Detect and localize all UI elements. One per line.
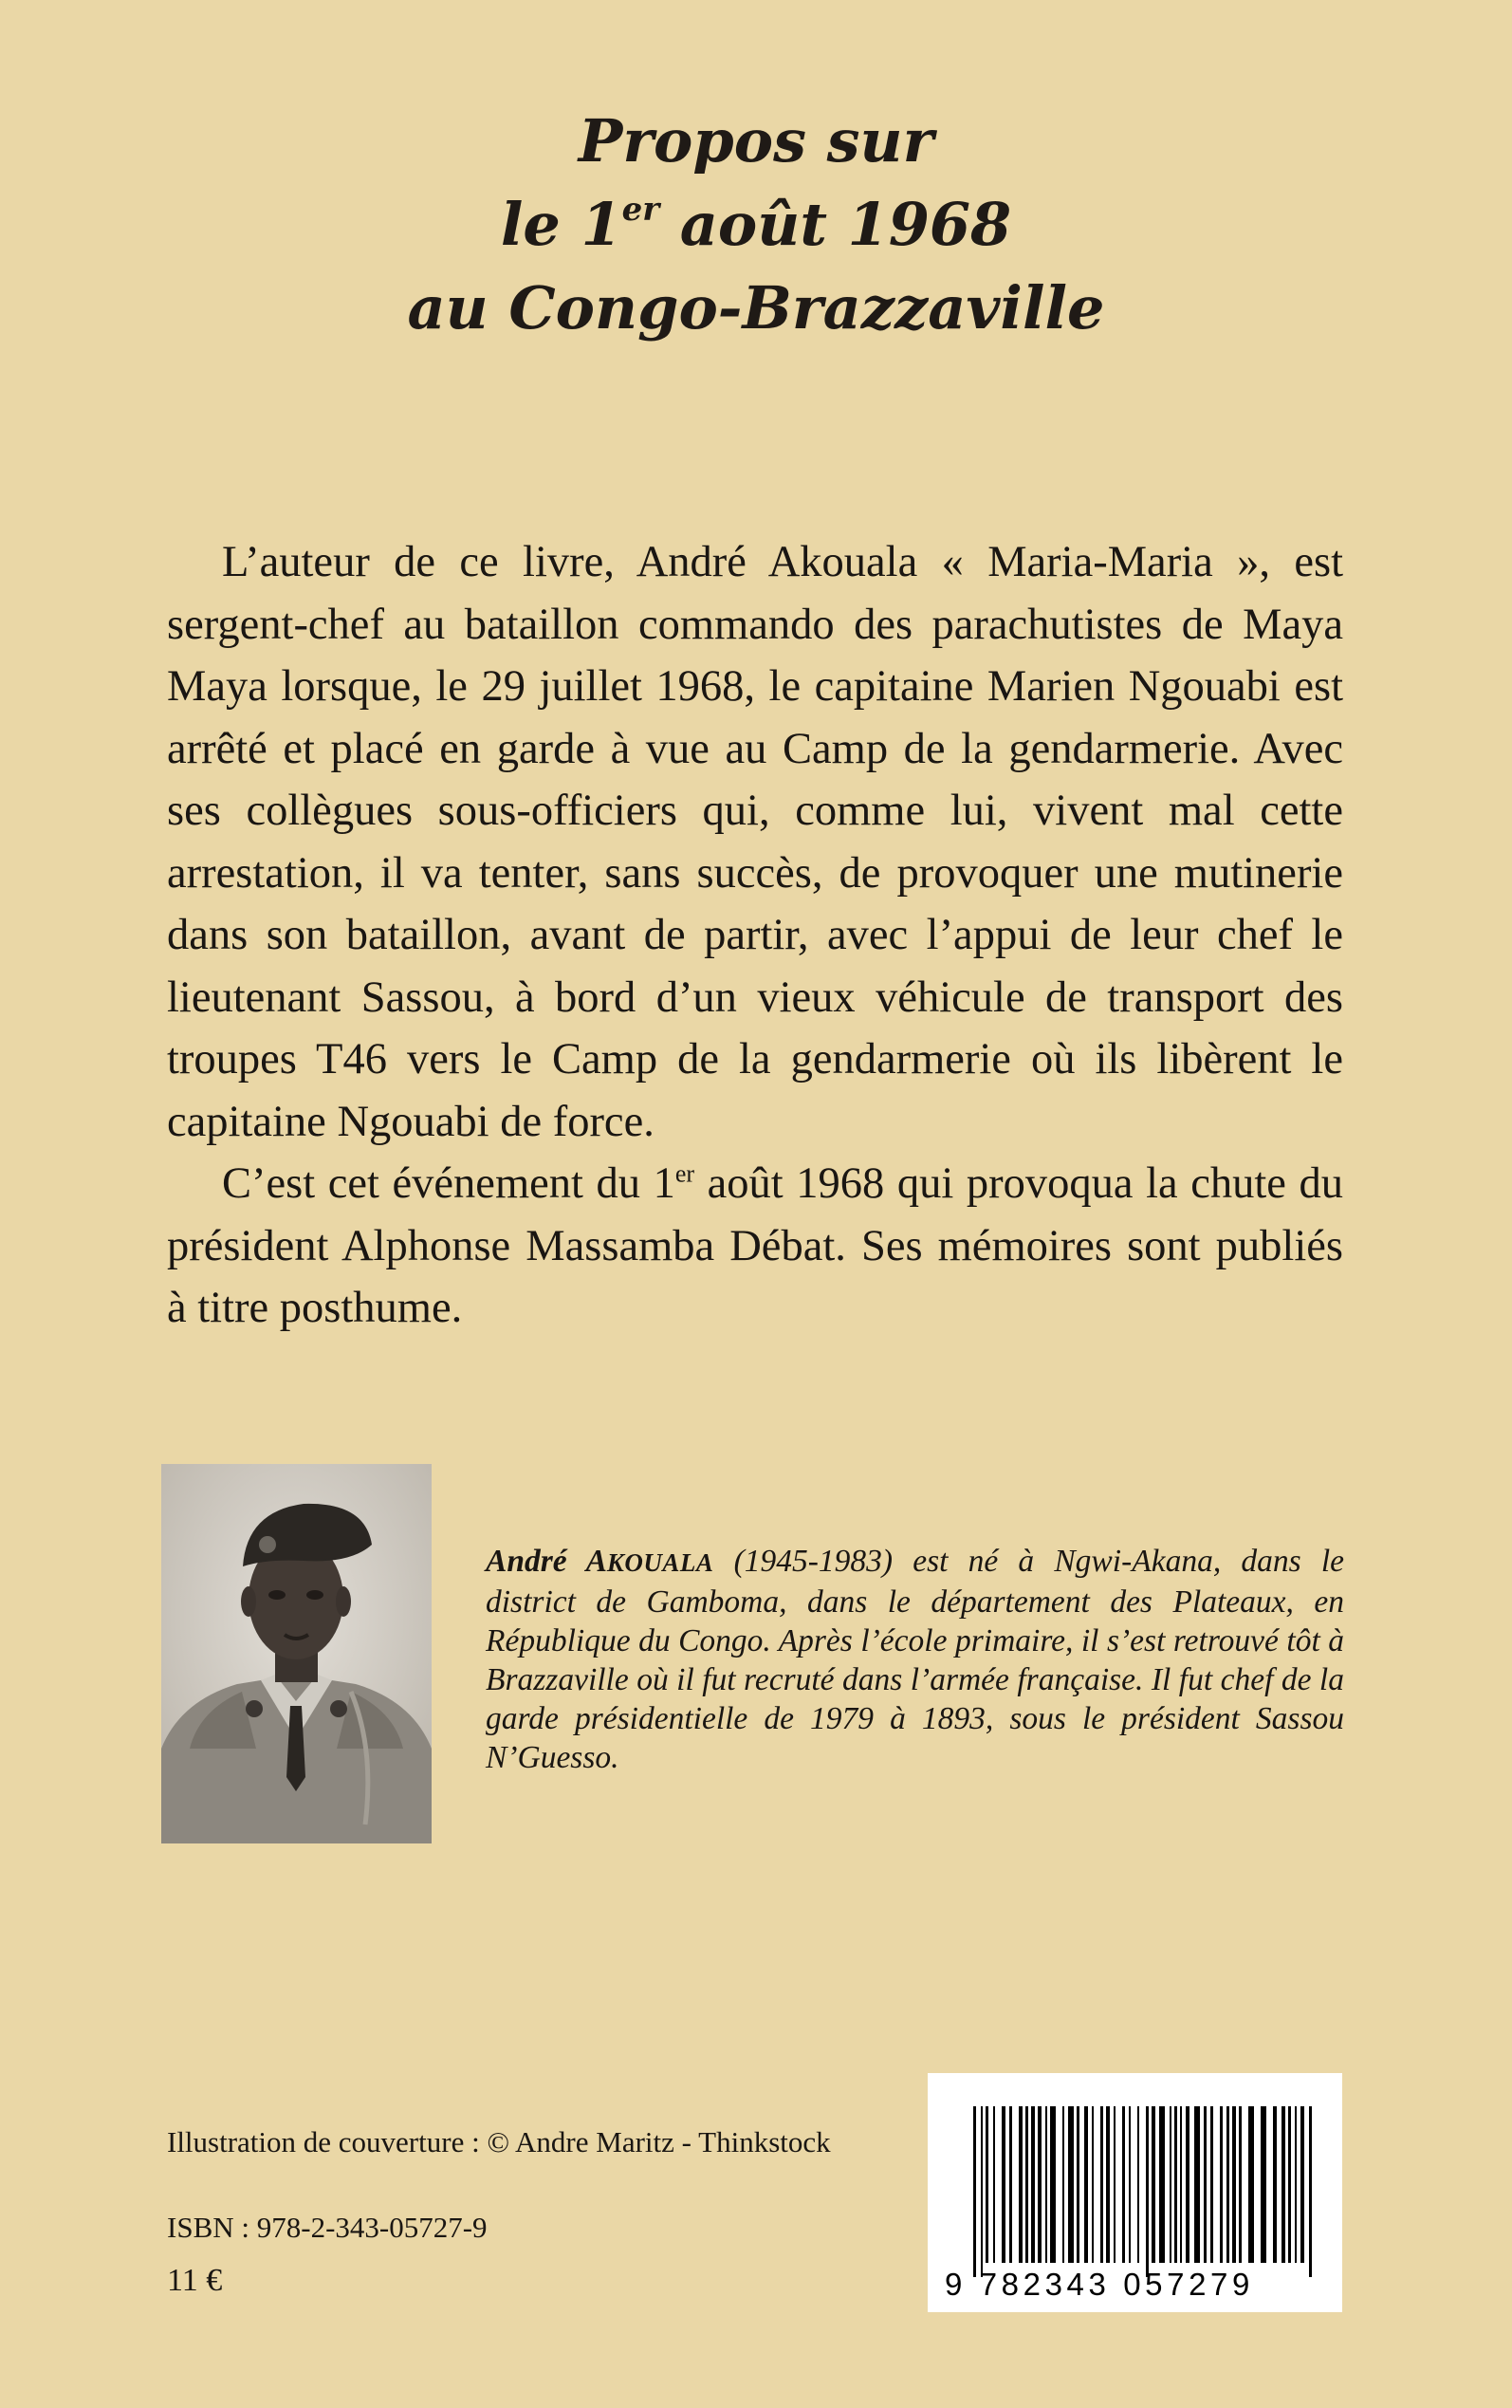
barcode-bar bbox=[1129, 2106, 1131, 2263]
author-name: André AKOUALA bbox=[486, 1544, 714, 1579]
barcode-bar bbox=[1009, 2106, 1012, 2263]
barcode-bar bbox=[1002, 2106, 1005, 2263]
barcode-bar bbox=[1106, 2106, 1110, 2263]
book-title bbox=[0, 100, 1512, 350]
barcode-bar bbox=[1174, 2106, 1177, 2263]
title-line-1: Propos sur bbox=[578, 106, 934, 176]
barcode-bar bbox=[1232, 2106, 1236, 2263]
barcode-bar bbox=[986, 2106, 988, 2263]
author-portrait-image bbox=[161, 1464, 432, 1843]
barcode-bar bbox=[1062, 2106, 1064, 2263]
barcode-bar bbox=[1114, 2106, 1116, 2263]
price: 11 € bbox=[167, 2263, 223, 2298]
barcode-bar bbox=[1261, 2106, 1266, 2263]
title-line-3: au Congo-Brazzaville bbox=[407, 273, 1105, 343]
barcode-bar bbox=[1038, 2106, 1042, 2263]
barcode-bar bbox=[1019, 2106, 1023, 2263]
barcode-bar bbox=[1084, 2106, 1088, 2263]
barcode-bar bbox=[1295, 2106, 1297, 2263]
barcode bbox=[928, 2073, 1342, 2312]
blurb bbox=[167, 531, 1343, 1340]
barcode-bar bbox=[1152, 2106, 1155, 2263]
barcode-bar bbox=[1226, 2106, 1229, 2263]
barcode-bar bbox=[1210, 2106, 1213, 2263]
author-bio-text: (1945-1983) est né à Ngwi-Akana, dans le district de Gamboma, dans le département des Plateaux, en République du Congo. Après l’école primaire, il s’est retrouvé tôt à Brazzaville où il fut recruté dans l’armée française. Il fut chef de la garde présidentielle de 1979 à 1893, sous le président Sassou N’Guesso. bbox=[486, 1544, 1344, 1775]
barcode-bar bbox=[1194, 2106, 1200, 2263]
title-line-2: le 1er août 1968 bbox=[500, 190, 1012, 259]
barcode-bar bbox=[1100, 2106, 1103, 2263]
blurb-paragraph-1: L’auteur de ce livre, André Akouala « Maria-Maria », est sergent-chef au bataillon commando des parachutistes de Maya Maya lorsque, le 29 juillet 1968, le capitaine Marien Ngouabi est arrêté et placé en garde à vue au Camp de la gendarmerie. Avec ses collègues sous-officiers qui, comme lui, vivent mal cette arrestation, il va tenter, sans succès, de provoquer une mutinerie dans son bataillon, avant de partir, avec l’appui de leur chef le lieutenant Sassou, à bord d’un vieux véhicule de transport des troupes T46 vers le Camp de la gendarmerie où ils libèrent le capitaine Ngouabi de force. bbox=[167, 538, 1343, 1146]
barcode-bar bbox=[1300, 2106, 1304, 2263]
barcode-bar bbox=[1239, 2106, 1242, 2263]
barcode-bar bbox=[1146, 2106, 1149, 2277]
barcode-bar bbox=[1031, 2106, 1035, 2263]
barcode-bar bbox=[993, 2106, 995, 2263]
barcode-bar bbox=[1050, 2106, 1056, 2263]
cover-credit: Illustration de couverture : © Andre Maritz - Thinkstock bbox=[167, 2125, 831, 2158]
barcode-bar bbox=[1092, 2106, 1094, 2263]
barcode-bar bbox=[1159, 2106, 1165, 2263]
barcode-bar bbox=[1309, 2106, 1312, 2277]
barcode-bar bbox=[1248, 2106, 1254, 2263]
barcode-bar bbox=[1137, 2106, 1139, 2263]
blurb-paragraph-2: C’est cet événement du 1er août 1968 qui provoqua la chute du président Alphonse Massamba Débat. Ses mémoires sont publiés à titre posthume. bbox=[167, 1159, 1343, 1332]
barcode-bar bbox=[1045, 2106, 1047, 2263]
barcode-number: 9 782343 057279 bbox=[945, 2267, 1254, 2302]
author-photo bbox=[161, 1464, 432, 1843]
barcode-bar bbox=[973, 2106, 976, 2277]
barcode-bar bbox=[981, 2106, 983, 2277]
barcode-bar bbox=[1220, 2106, 1223, 2263]
barcode-bar bbox=[1077, 2106, 1079, 2263]
barcode-bar bbox=[1170, 2106, 1171, 2263]
barcode-bar bbox=[1025, 2106, 1028, 2263]
barcode-bar bbox=[1180, 2106, 1182, 2263]
barcode-bar bbox=[1186, 2106, 1189, 2263]
barcode-bar bbox=[1282, 2106, 1285, 2263]
isbn: ISBN : 978-2-343-05727-9 bbox=[167, 2211, 488, 2244]
author-bio bbox=[486, 1542, 1344, 1777]
barcode-bar bbox=[1273, 2106, 1277, 2263]
barcode-bar bbox=[1068, 2106, 1074, 2263]
barcode-bar bbox=[1122, 2106, 1125, 2263]
barcode-bar bbox=[1288, 2106, 1291, 2263]
barcode-bar bbox=[1204, 2106, 1207, 2263]
